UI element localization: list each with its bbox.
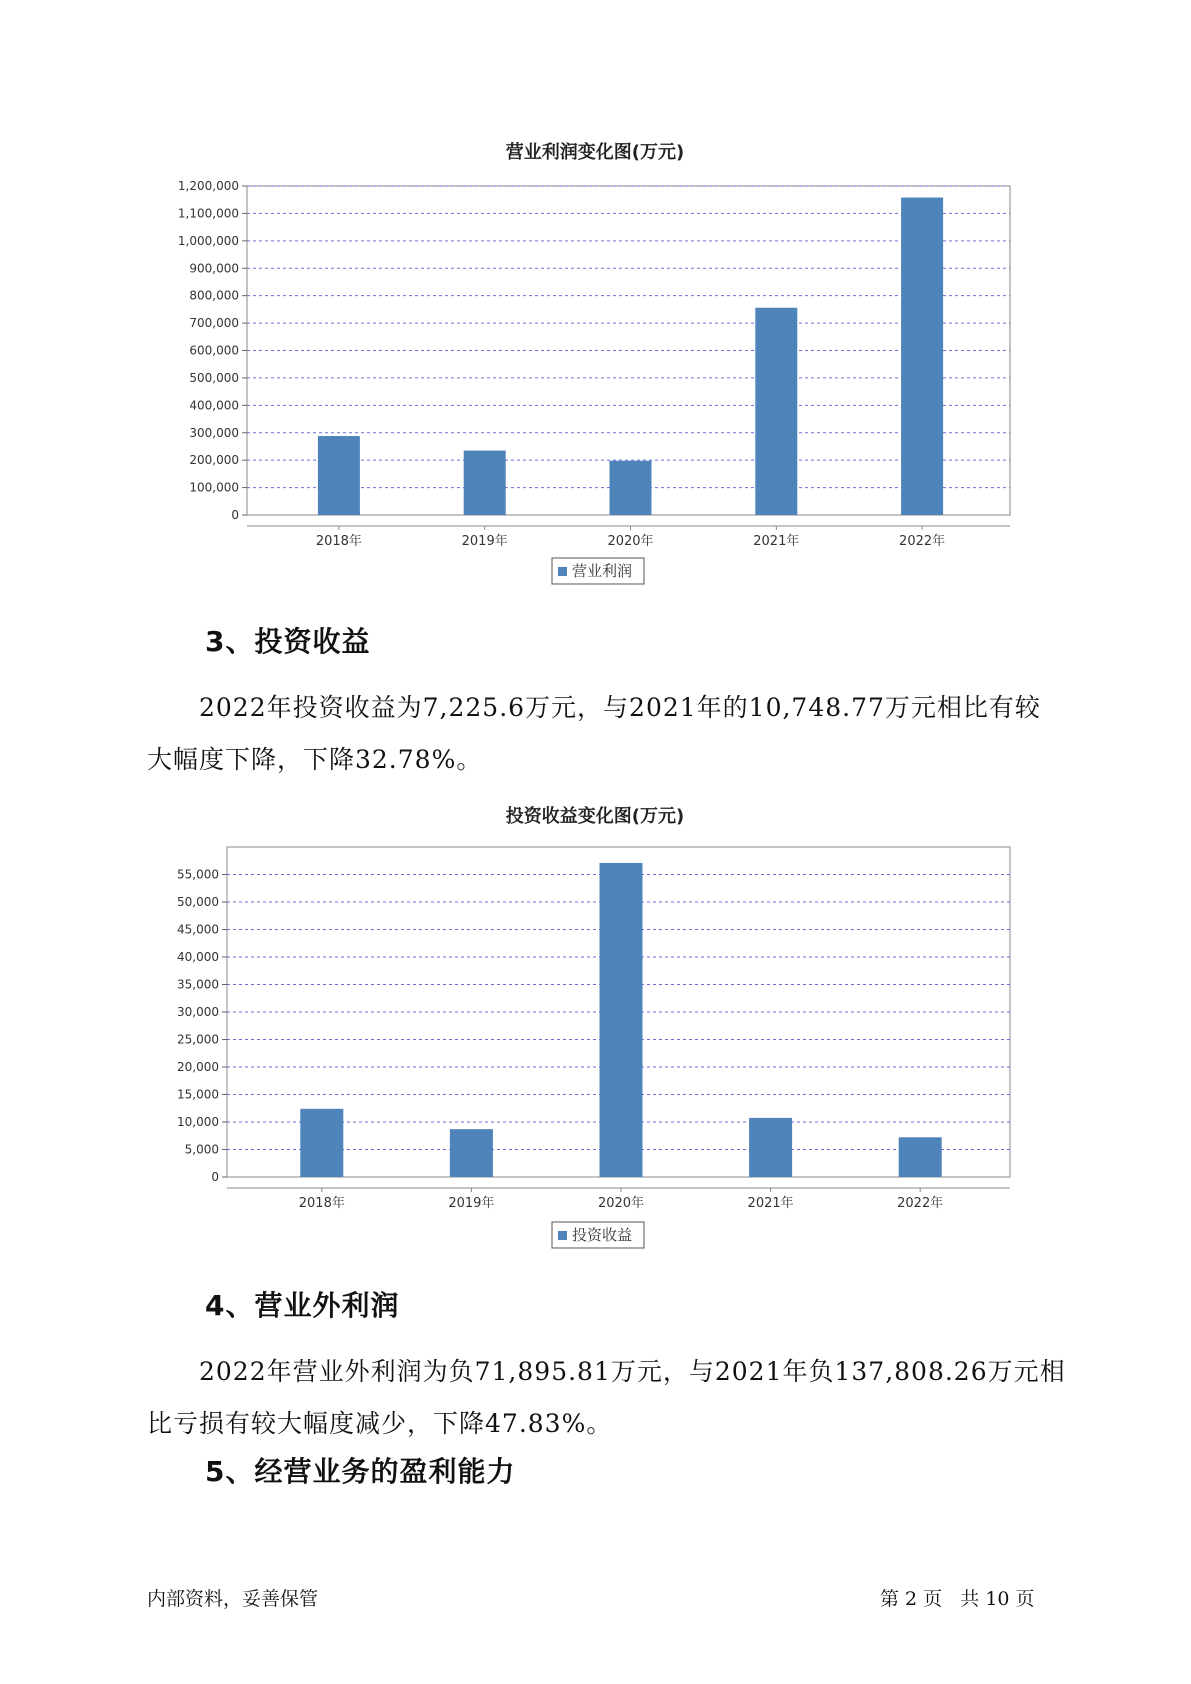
y-tick-label: 300,000 xyxy=(189,425,239,440)
bar-2018年 xyxy=(300,1109,343,1177)
footer-confidential-note: 内部资料，妥善保管 xyxy=(147,1588,319,1610)
section-5-heading: 5、经营业务的盈利能力 xyxy=(205,1455,516,1488)
legend-label: 投资收益 xyxy=(572,1226,633,1244)
section-3-heading: 3、投资收益 xyxy=(205,625,371,658)
chart-title: 营业利润变化图(万元) xyxy=(505,142,685,163)
y-tick-label: 1,000,000 xyxy=(177,233,239,248)
y-tick-label: 500,000 xyxy=(189,370,239,385)
section-4-line-1: 2022年营业外利润为负71,895.81万元，与2021年负137,808.26万元相 xyxy=(199,1357,1066,1386)
x-tick-label: 2018年 xyxy=(315,534,362,549)
x-tick-label: 2019年 xyxy=(461,534,508,549)
legend-swatch xyxy=(558,1231,567,1240)
y-tick-label: 20,000 xyxy=(177,1060,219,1074)
y-tick-label: 30,000 xyxy=(177,1005,219,1019)
section-4-paragraph xyxy=(147,1346,1066,1450)
y-tick-label: 100,000 xyxy=(189,480,239,495)
y-tick-label: 35,000 xyxy=(177,977,219,992)
x-tick-label: 2022年 xyxy=(899,534,946,549)
y-tick-label: 0 xyxy=(231,508,239,522)
section-4-heading: 4、营业外利润 xyxy=(205,1289,400,1322)
legend-label: 营业利润 xyxy=(572,562,633,580)
chart-legend xyxy=(552,1222,644,1248)
y-tick-label: 700,000 xyxy=(189,316,239,331)
x-tick-label: 2020年 xyxy=(597,1196,645,1211)
y-tick-label: 45,000 xyxy=(177,922,219,937)
y-tick-label: 15,000 xyxy=(177,1087,219,1102)
y-tick-label: 10,000 xyxy=(177,1115,219,1129)
y-tick-label: 1,100,000 xyxy=(177,206,239,221)
bar-2019年 xyxy=(450,1129,493,1177)
y-tick-label: 5,000 xyxy=(184,1142,219,1157)
y-tick-label: 800,000 xyxy=(189,288,239,303)
section-3-line-1: 2022年投资收益为7,225.6万元，与2021年的10,748.77万元相比有较 xyxy=(199,693,1041,722)
chart-title: 投资收益变化图(万元) xyxy=(505,806,685,827)
x-tick-label: 2021年 xyxy=(747,1196,794,1211)
x-tick-label: 2021年 xyxy=(753,534,800,549)
bar-2021年 xyxy=(749,1118,792,1177)
y-tick-label: 55,000 xyxy=(177,867,219,882)
bar-2022年 xyxy=(899,1137,942,1177)
footer-page-number: 第 2 页 共 10 页 xyxy=(880,1588,1035,1610)
section-3-line-2: 大幅度下降，下降32.78%。 xyxy=(147,745,483,774)
bar-2020年 xyxy=(600,863,643,1177)
y-tick-label: 25,000 xyxy=(177,1032,219,1047)
y-tick-label: 200,000 xyxy=(189,453,239,468)
y-tick-label: 0 xyxy=(211,1170,219,1184)
x-tick-label: 2020年 xyxy=(607,534,654,549)
x-tick-label: 2022年 xyxy=(897,1196,944,1211)
y-tick-label: 400,000 xyxy=(189,398,239,413)
x-tick-label: 2019年 xyxy=(448,1196,495,1211)
y-tick-label: 900,000 xyxy=(189,261,239,276)
y-tick-label: 50,000 xyxy=(177,895,219,909)
x-tick-label: 2018年 xyxy=(298,1196,345,1211)
y-tick-label: 40,000 xyxy=(177,950,219,964)
y-tick-label: 1,200,000 xyxy=(177,179,239,193)
section-4-line-2: 比亏损有较大幅度减少，下降47.83%。 xyxy=(147,1409,613,1438)
y-tick-label: 600,000 xyxy=(189,343,239,358)
